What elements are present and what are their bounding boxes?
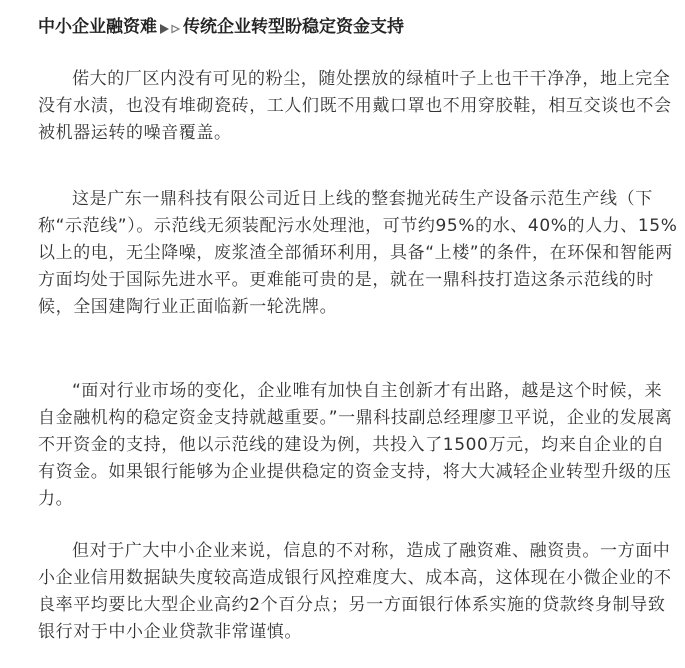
paragraph-3: “面对行业市场的变化，企业唯有加快自主创新才有出路，越是这个时候，来自金融机构的稳定资金支持就越重要。”一鼎科技副总经理廖卫平说，企业的发展离不开资金的支持，他以示范线的建设为例，共投入了1500万元，均来自企业的自有资金。如果银行能够为企业提供稳定的资金支持，将大大减轻企业转型升级的压力。 [38, 381, 673, 509]
paragraph-2: 这是广东一鼎科技有限公司近日上线的整套抛光砖生产设备示范生产线（下称“示范线”）。示范线无须装配污水处理池，可节约95%的水、40%的人力、15%以上的电，无尘降噪，废浆渣全部循环利用，具备“上楼”的条件，在环保和智能两方面均处于国际先进水平。更难能可贵的是，就在一鼎科技打造这条示范线的时候，全国建陶行业正面临新一轮洗牌。 [38, 189, 678, 317]
article-heading [38, 14, 404, 40]
paragraph-4: 但对于广大中小企业来说，信息的不对称，造成了融资难、融资贵。一方面中小企业信用数据缺失度较高造成银行风控难度大、成本高，这体现在小微企业的不良率平均要比大型企业高约2个百分点；另一方面银行体系实施的贷款终身制导致银行对于中小企业贷款非常谨慎。 [38, 541, 672, 642]
triangle-arrow-icon [158, 18, 182, 32]
paragraph-1: 偌大的厂区内没有可见的粉尘，随处摆放的绿植叶子上也干干净净，地上完全没有水渍，也没有堆砌瓷砖，工人们既不用戴口罩也不用穿胶鞋，相互交谈也不会被机器运转的噪音覆盖。 [38, 69, 672, 143]
heading-right: 传统企业转型盼稳定资金支持 [183, 17, 404, 37]
heading-left: 中小企业融资难 [38, 17, 157, 37]
